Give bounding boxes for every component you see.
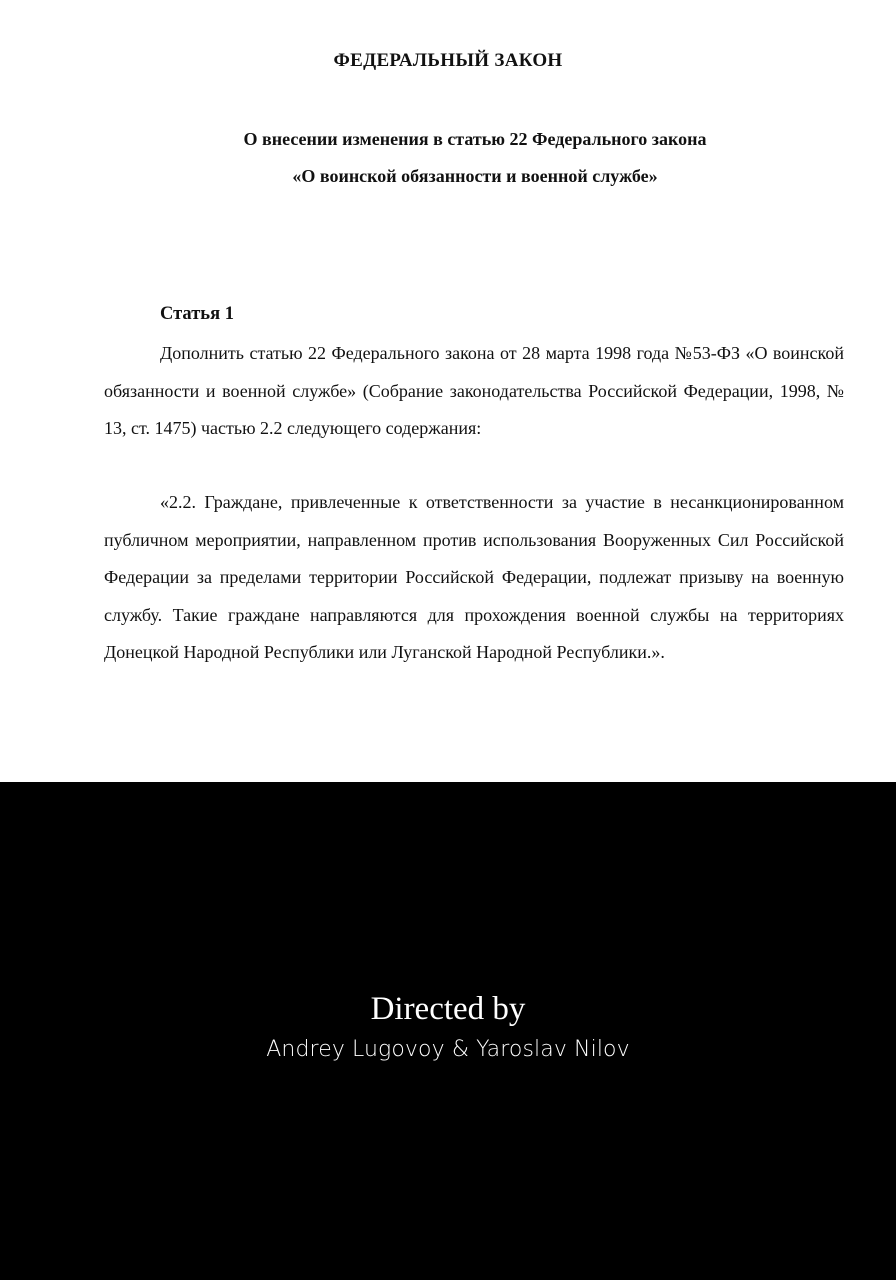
credits-names: Andrey Lugovoy & Yaroslav Nilov: [266, 1037, 630, 1062]
article-paragraph-1-wrapper: [104, 335, 844, 448]
document-subtitle-line-1: О внесении изменения в статью 22 Федерального закона: [243, 129, 707, 149]
document-subtitle-line-2: «О воинской обязанности и военной службе»: [292, 166, 658, 186]
article-paragraph-2: «2.2. Граждане, привлеченные к ответственности за участие в несанкционированном публичном мероприятии, направленном против использования Вооруженных Сил Российской Федерации за пределами территории Российской Федерации, подлежат призыву на военную службу. Такие граждане направляются для прохождения военной службы на территориях Донецкой Народной Республики или Луганской Народной Республики.».: [104, 492, 844, 662]
article-heading: Статья 1: [160, 304, 234, 324]
credits-label: Directed by: [370, 991, 526, 1027]
document-title: ФЕДЕРАЛЬНЫЙ ЗАКОН: [333, 50, 563, 71]
credits-block: [0, 988, 896, 1066]
article-paragraph-2-wrapper: [104, 484, 844, 672]
article-paragraph-1: Дополнить статью 22 Федерального закона от 28 марта 1998 года №53-ФЗ «О воинской обязанности и военной службе» (Собрание законодательства Российской Федерации, 1998, № 13, ст. 1475) частью 2.2 следующего содержания:: [104, 343, 844, 438]
